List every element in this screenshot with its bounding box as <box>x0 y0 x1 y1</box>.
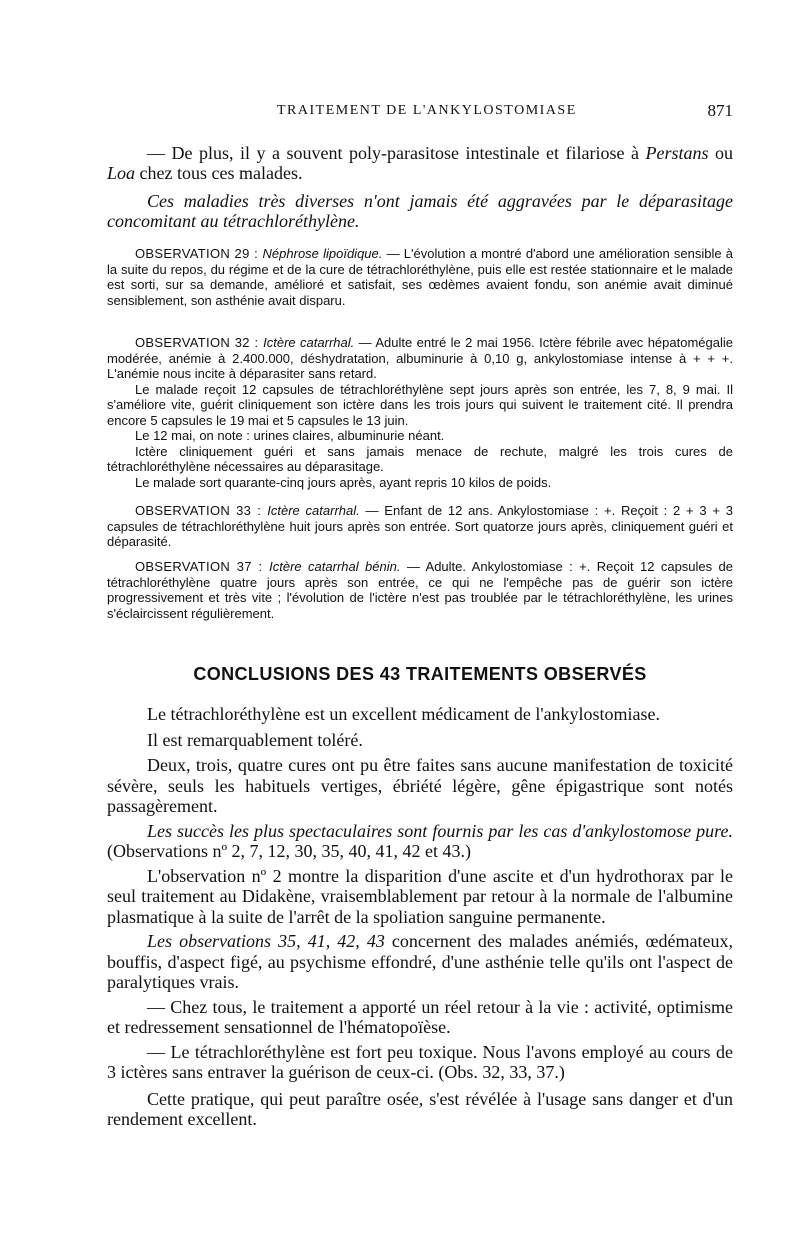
observation-29: OBSERVATION 29 : Néphrose lipoïdique. — L'évolution a montré d'abord une amélioration sensible à la suite du repos, du régime et de la cure de tétrachloréthylène, puis elle est restée stationnaire et le malade est sorti, sur sa demande, amélioré et satisfait, ses œdèmes avaient fondu, son anémie avait diminué sensiblement, son asthénie avait disparu. <box>107 246 734 308</box>
intro-section <box>107 143 733 231</box>
running-title: TRAITEMENT DE L'ANKYLOSTOMIASE <box>277 103 577 118</box>
intro-paragraph: — De plus, il y a souvent poly-parasitose intestinale et filariose à Perstans ou Loa chez tous ces malades. <box>107 143 733 183</box>
conclusion-paragraph: Deux, trois, quatre cures ont pu être faites sans aucune manifestation de toxicité sévère, seuls les habituels vertiges, ébriété légère, gêne épigastrique sont notés passagèrement. <box>107 755 733 816</box>
conclusion-paragraph: — Le tétrachloréthylène est fort peu toxique. Nous l'avons employé au cours de 3 ictères sans entraver la guérison de ceux-ci. (Obs. 32, 33, 37.) <box>107 1041 733 1082</box>
observation-32-line: Ictère cliniquement guéri et sans jamais menace de rechute, malgré les trois cures de tétrachloréthylène nécessaires au déparasitage. <box>107 443 733 474</box>
observation-37: OBSERVATION 37 : Ictère catarrhal bénin. — Adulte. Ankylostomiase : +. Reçoit 12 capsules de tétrachloréthylène quatre jours après son entrée, ce qui ne l'empêche pas de guérir son ictère progressivement et très vite ; l'évolution de l'ictère n'est pas troublée par le tétrachloréthylène, les urines s'éclaircissent régulièrement. <box>107 559 734 621</box>
observation-32-line: Le malade sort quarante-cinq jours après, ayant repris 10 kilos de poids. <box>135 474 552 490</box>
page-header <box>107 103 733 123</box>
observation-33: OBSERVATION 33 : Ictère catarrhal. — Enfant de 12 ans. Ankylostomiase : +. Reçoit : 2 + 3 + 3 capsules de tétrachloréthylène huit jours après son entrée. Sort quatorze jours après, cliniquement guéri et déparasité. <box>107 503 733 549</box>
conclusions-heading: CONCLUSIONS DES 43 TRAITEMENTS OBSERVÉS <box>193 664 647 684</box>
page-number: 871 <box>707 101 733 120</box>
conclusion-paragraph: Les observations 35, 41, 42, 43 concernent des malades anémiés, œdémateux, bouffis, d'aspect figé, au psychisme effondré, d'une asthénie telle qu'ils ont l'aspect de paralytiques vrais. <box>107 931 733 992</box>
conclusion-paragraph: Le tétrachloréthylène est un excellent médicament de l'ankylostomiase. <box>147 704 661 724</box>
conclusion-paragraph: Les succès les plus spectaculaires sont fournis par les cas d'ankylostomose pure. (Observations nº 2, 7, 12, 30, 35, 40, 41, 42 et 43.) <box>107 820 733 861</box>
intro-italic-paragraph: Ces maladies très diverses n'ont jamais été aggravées par le déparasitage concomitant au tétrachloréthylène. <box>107 191 733 231</box>
conclusions-section <box>107 704 733 1130</box>
observation-32-line: Le malade reçoit 12 capsules de tétrachloréthylène sept jours après son entrée, les 7, 8, 9 mai. Il s'améliore vite, guérit cliniquement son ictère dans les trois jours qui suivent le traitement cité. Il prendra encore 5 capsules le 19 mai et 5 capsules le 13 juin. <box>107 381 733 428</box>
conclusion-paragraph: — Chez tous, le traitement a apporté un réel retour à la vie : activité, optimisme et redressement sensationnel de l'hématopoïèse. <box>107 996 733 1037</box>
observation-32: OBSERVATION 32 : Ictère catarrhal. — Adulte entré le 2 mai 1956. Ictère fébrile avec hépatomégalie modérée, anémie à 2.400.000, déshydratation, albuminurie à 0,10 g, ankylostomiase intense à + + +. L'anémie nous incite à déparasiter sans retard. Le malade reçoit 12 capsules de tétrachloréthylène sept jours après son entrée, les 7, 8, 9 mai. Il s'améliore vite, guérit cliniquement son ictère dans les trois jours qui suivent le traitement cité. Il prendra encore 5 capsules le 19 mai et 5 capsules le 13 juin. Le 12 mai, on note : urines claires, albuminurie néant. Ictère cliniquement guéri et sans jamais menace de rechute, malgré les trois cures de tétrachloréthylène nécessaires au déparasitage. Le malade sort quarante-cinq jours après, ayant repris 10 kilos de poids. <box>107 335 733 490</box>
conclusion-paragraph: L'observation nº 2 montre la disparition d'une ascite et d'un hydrothorax par le seul traitement au Didakène, vraisemblablement par retour à la normale de l'albumine plasmatique à la suite de l'arrêt de la spoliation sanguine permanente. <box>107 865 733 927</box>
conclusion-paragraph: Cette pratique, qui peut paraître osée, s'est révélée à l'usage sans danger et d'un rendement excellent. <box>107 1088 733 1129</box>
observation-32-line: Le 12 mai, on note : urines claires, albuminurie néant. <box>135 428 445 443</box>
conclusion-paragraph: Il est remarquablement toléré. <box>147 729 363 750</box>
